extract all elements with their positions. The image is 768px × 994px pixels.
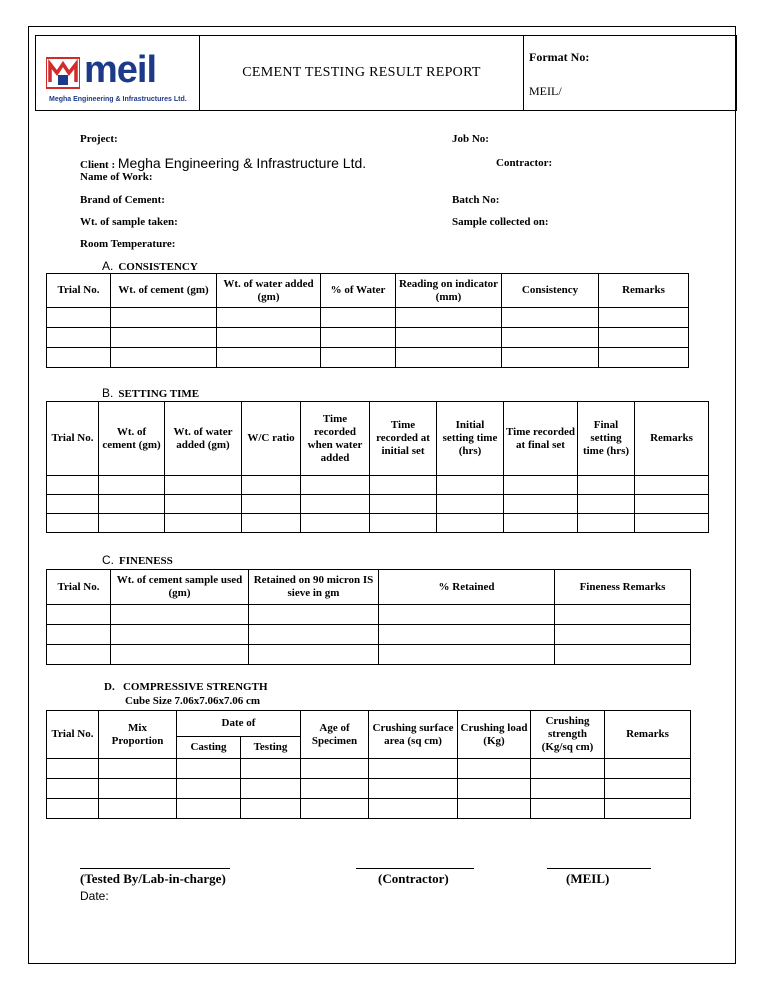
client-field [80,155,366,171]
table-cell[interactable] [249,645,379,665]
table-cell[interactable] [437,476,504,495]
section-fineness-heading [102,553,173,567]
section-compressive-heading [104,681,268,693]
table-cell[interactable] [241,779,301,799]
contractor-field: Contractor: [496,157,553,169]
table-cell[interactable] [241,799,301,819]
table-row [47,495,709,514]
column-header: Time recorded at initial set [370,402,437,476]
table-cell[interactable] [301,759,369,779]
table-cell[interactable] [635,495,709,514]
table-cell[interactable] [437,514,504,533]
column-header: Wt. of cement sample used (gm) [111,570,249,605]
sample-collected-field: Sample collected on: [452,216,549,228]
table-cell[interactable] [555,645,691,665]
tested-by-label: (Tested By/Lab-in-charge) [80,871,226,886]
section-setting-time-heading [102,386,199,400]
sample-weight-field: Wt. of sample taken: [80,216,178,228]
table-cell[interactable] [531,799,605,819]
table-cell[interactable] [321,328,396,348]
section-title: SETTING TIME [118,388,200,400]
table-cell[interactable] [242,495,301,514]
column-header: Crushing strength (Kg/sq cm) [531,711,605,759]
column-header: Fineness Remarks [555,570,691,605]
table-cell[interactable] [605,799,691,819]
client-name: Megha Engineering & Infrastructure Ltd. [117,155,367,171]
table-row [47,625,691,645]
table-cell[interactable] [379,645,555,665]
table-cell[interactable] [47,495,99,514]
section-title: CONSISTENCY [118,261,198,273]
signature-line-contractor [356,868,474,869]
date-label: Date: [80,889,109,903]
table-cell[interactable] [555,625,691,645]
table-row [47,476,709,495]
table-cell[interactable] [369,759,458,779]
table-cell[interactable] [578,476,635,495]
table-header-row [47,402,709,476]
table-cell[interactable] [502,348,599,368]
column-header: Mix Proportion [99,711,177,759]
table-cell[interactable] [47,625,111,645]
table-cell[interactable] [321,348,396,368]
column-header: Final setting time (hrs) [578,402,635,476]
table-cell[interactable] [502,328,599,348]
table-cell[interactable] [99,514,165,533]
table-cell[interactable] [111,625,249,645]
column-header: Trial No. [47,274,111,308]
batch-no-field: Batch No: [452,194,500,206]
table-cell[interactable] [370,495,437,514]
table-cell[interactable] [177,759,241,779]
table-cell[interactable] [502,308,599,328]
room-temperature-field: Room Temperature: [80,238,176,250]
column-header: Trial No. [47,402,99,476]
setting-time-table [46,401,709,533]
column-header: Date of [177,711,301,737]
table-row [47,779,691,799]
table-cell[interactable] [531,779,605,799]
table-cell[interactable] [47,308,111,328]
table-header-row [47,274,689,308]
table-cell[interactable] [635,514,709,533]
table-cell[interactable] [396,328,502,348]
table-cell[interactable] [599,328,689,348]
table-cell[interactable] [555,605,691,625]
column-subheader: Testing [241,737,301,759]
client-label: Client : [80,159,116,171]
table-cell[interactable] [99,495,165,514]
table-cell[interactable] [396,348,502,368]
table-header-row [47,570,691,605]
table-cell[interactable] [47,605,111,625]
column-header: Initial setting time (hrs) [437,402,504,476]
table-cell[interactable] [249,605,379,625]
table-cell[interactable] [458,779,531,799]
section-title: COMPRESSIVE STRENGTH [122,681,268,693]
table-cell[interactable] [165,476,242,495]
table-row [47,645,691,665]
column-header: Remarks [605,711,691,759]
table-row [47,605,691,625]
logo-text: meil [84,49,157,91]
signature-line-tested-by [80,868,230,869]
table-cell[interactable] [396,308,502,328]
table-cell[interactable] [47,348,111,368]
column-header: Retained on 90 micron IS sieve in gm [249,570,379,605]
cube-size-note: Cube Size 7.06x7.06x7.06 cm [125,695,261,707]
section-letter: B. [102,386,114,400]
table-cell[interactable] [47,799,99,819]
table-cell[interactable] [99,476,165,495]
column-header: Time recorded at final set [504,402,578,476]
table-cell[interactable] [111,348,217,368]
table-cell[interactable] [635,476,709,495]
table-cell[interactable] [47,779,99,799]
brand-field: Brand of Cement: [80,194,165,206]
table-cell[interactable] [605,759,691,779]
meil-signature-label: (MEIL) [566,871,610,886]
table-cell[interactable] [165,514,242,533]
column-header: Remarks [599,274,689,308]
table-cell[interactable] [370,514,437,533]
section-title: FINENESS [119,555,173,567]
contractor-signature-label: (Contractor) [378,871,449,886]
table-cell[interactable] [605,779,691,799]
table-cell[interactable] [177,779,241,799]
column-header: Remarks [635,402,709,476]
column-header: % of Water [321,274,396,308]
section-consistency-heading [102,259,198,273]
job-no-field: Job No: [452,133,489,145]
table-cell[interactable] [379,625,555,645]
section-letter: A. [102,259,114,273]
table-cell[interactable] [379,605,555,625]
format-label: Format No: [529,50,590,64]
table-cell[interactable] [370,476,437,495]
table-cell[interactable] [47,514,99,533]
table-cell[interactable] [504,476,578,495]
table-cell[interactable] [111,605,249,625]
signature-line-meil [547,868,651,869]
table-cell[interactable] [301,514,370,533]
section-letter: C. [102,553,114,567]
table-cell[interactable] [111,328,217,348]
column-header: Wt. of cement (gm) [111,274,217,308]
table-cell[interactable] [249,625,379,645]
fineness-table [46,569,691,665]
table-row [47,759,691,779]
table-cell[interactable] [99,799,177,819]
table-cell[interactable] [301,476,370,495]
project-field: Project: [80,133,118,145]
table-cell[interactable] [165,495,242,514]
column-header: Trial No. [47,711,99,759]
table-cell[interactable] [301,799,369,819]
column-header: Reading on indicator (mm) [396,274,502,308]
table-cell[interactable] [369,779,458,799]
column-header: W/C ratio [242,402,301,476]
table-cell[interactable] [47,476,99,495]
column-header: Trial No. [47,570,111,605]
column-subheader: Casting [177,737,241,759]
report-header [35,35,737,111]
meil-logo-icon [46,56,80,90]
table-cell[interactable] [578,495,635,514]
table-cell[interactable] [217,308,321,328]
table-cell[interactable] [242,476,301,495]
table-cell[interactable] [217,348,321,368]
consistency-table [46,273,689,368]
logo-cell [36,36,200,110]
table-row [47,308,689,328]
table-cell[interactable] [369,799,458,819]
table-row [47,799,691,819]
table-cell[interactable] [321,308,396,328]
table-cell[interactable] [217,328,321,348]
table-cell[interactable] [437,495,504,514]
table-cell[interactable] [241,759,301,779]
column-header: Consistency [502,274,599,308]
table-cell[interactable] [111,308,217,328]
table-cell[interactable] [578,514,635,533]
table-header-row [47,711,691,737]
table-cell[interactable] [458,759,531,779]
table-cell[interactable] [599,348,689,368]
column-header: Wt. of water added (gm) [217,274,321,308]
format-value: MEIL/ [529,84,562,98]
table-cell[interactable] [301,779,369,799]
report-title: CEMENT TESTING RESULT REPORT [200,36,524,110]
table-row [47,348,689,368]
column-header: Time recorded when water added [301,402,370,476]
table-cell[interactable] [504,514,578,533]
table-cell[interactable] [111,645,249,665]
column-header: Crushing surface area (sq cm) [369,711,458,759]
table-cell[interactable] [99,779,177,799]
table-cell[interactable] [47,645,111,665]
logo-subtitle: Megha Engineering & Infrastructures Ltd. [49,96,187,103]
table-cell[interactable] [458,799,531,819]
table-row [47,514,709,533]
table-cell[interactable] [504,495,578,514]
column-header: Wt. of water added (gm) [165,402,242,476]
table-cell[interactable] [301,495,370,514]
table-cell[interactable] [177,799,241,819]
table-cell[interactable] [47,759,99,779]
column-header: Crushing load (Kg) [458,711,531,759]
column-header: Wt. of cement (gm) [99,402,165,476]
table-row [47,328,689,348]
table-cell[interactable] [531,759,605,779]
compressive-strength-table [46,710,691,819]
column-header: Age of Specimen [301,711,369,759]
format-cell [524,36,736,110]
table-cell[interactable] [47,328,111,348]
section-letter: D. [104,681,115,693]
column-header: % Retained [379,570,555,605]
table-cell[interactable] [599,308,689,328]
name-of-work-field: Name of Work: [80,171,153,183]
table-cell[interactable] [242,514,301,533]
table-cell[interactable] [99,759,177,779]
